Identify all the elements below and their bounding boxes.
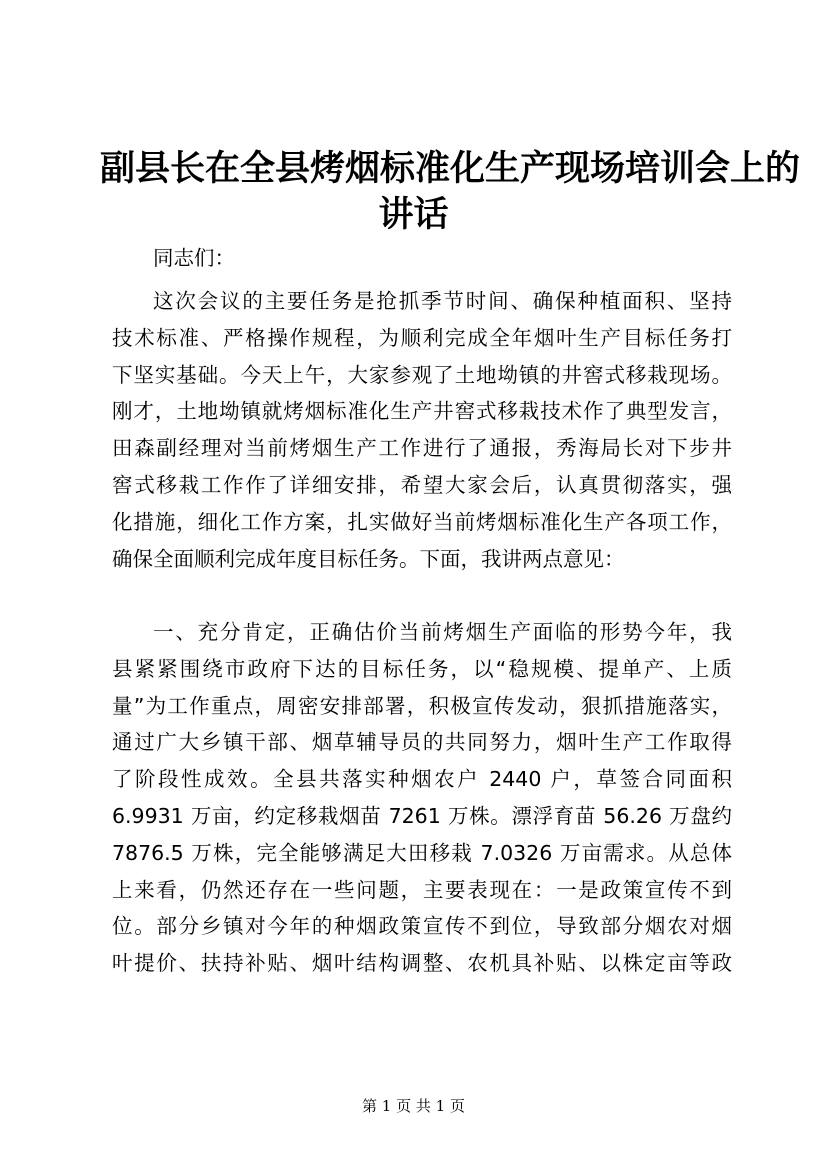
page-footer: 第 1 页 共 1 页 <box>362 1097 465 1115</box>
paragraph-line: 一、充分肯定，正确估价当前烤烟生产面临的形势今年，我 <box>153 620 732 644</box>
paragraph-line: 县紧紧围绕市政府下达的目标任务，以“稳规模、提单产、上质 <box>112 656 732 681</box>
paragraph-line: 田森副经理对当前烤烟生产工作进行了通报，秀海局长对下步井 <box>112 436 732 461</box>
paragraph-line: 6.9931 万亩，约定移栽烟苗 7261 万株。漂浮育苗 56.26 万盘约 <box>112 803 732 828</box>
paragraph-line: 量”为工作重点，周密安排部署，积极宣传发动，狠抓措施落实， <box>112 693 732 718</box>
paragraph-line: 下坚实基础。今天上午，大家参观了土地坳镇的井窖式移栽现场。 <box>112 362 732 387</box>
paragraph-line: 7876.5 万株，完全能够满足大田移栽 7.0326 万亩需求。从总体 <box>112 840 732 865</box>
document-title-line-1: 副县长在全县烤烟标准化生产现场培训会上的 <box>100 148 801 189</box>
paragraph-1 <box>112 283 732 577</box>
paragraph-line: 通过广大乡镇干部、烟草辅导员的共同努力，烟叶生产工作取得 <box>112 730 732 755</box>
document-title-line-2: 讲话 <box>378 194 449 235</box>
paragraph-line: 刚才，土地坳镇就烤烟标准化生产井窖式移栽技术作了典型发言， <box>112 399 732 424</box>
paragraph-line: 上来看，仍然还存在一些问题，主要表现在：一是政策宣传不到 <box>112 877 732 902</box>
paragraph-2 <box>112 614 732 982</box>
paragraph-line: 化措施，细化工作方案，扎实做好当前烤烟标准化生产各项工作， <box>112 509 732 534</box>
paragraph-line: 位。部分乡镇对今年的种烟政策宣传不到位，导致部分烟农对烟 <box>112 914 732 939</box>
paragraph-line: 这次会议的主要任务是抢抓季节时间、确保种植面积、坚持 <box>153 289 732 313</box>
paragraph-line: 窖式移栽工作作了详细安排，希望大家会后，认真贯彻落实，强 <box>112 472 732 497</box>
paragraph-line: 叶提价、扶持补贴、烟叶结构调整、农机具补贴、以株定亩等政 <box>112 951 732 976</box>
paragraph-line: 了阶段性成效。全县共落实种烟农户 2440 户，草签合同面积 <box>112 767 732 792</box>
greeting: 同志们： <box>153 246 235 270</box>
paragraph-line: 确保全面顺利完成年度目标任务。下面，我讲两点意见： <box>112 546 625 571</box>
paragraph-line: 技术标准、严格操作规程，为顺利完成全年烟叶生产目标任务打 <box>112 325 732 350</box>
